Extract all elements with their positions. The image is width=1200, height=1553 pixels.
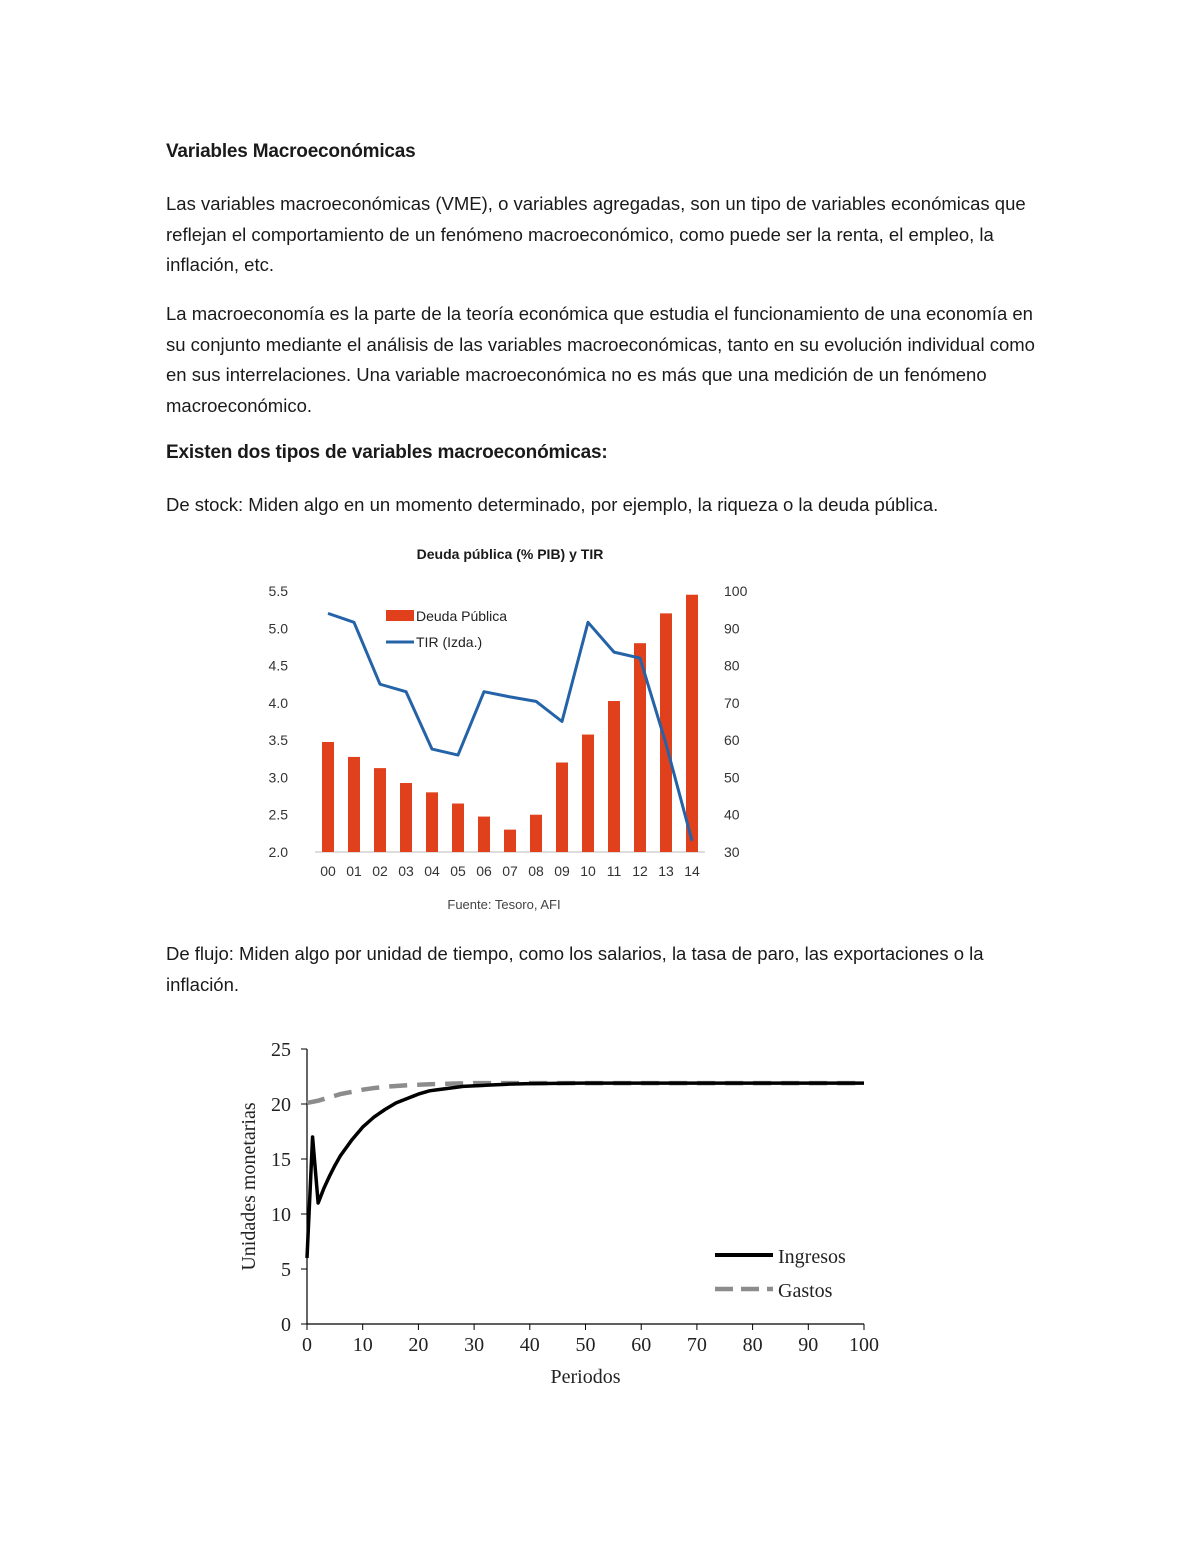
x-axis-tick-label: 30 xyxy=(464,1334,485,1356)
y-axis-tick-label: 15 xyxy=(271,1149,291,1171)
y-axis-tick-label: 20 xyxy=(271,1094,291,1116)
y-axis-tick-label: 0 xyxy=(281,1314,291,1336)
x-axis-tick-label: 07 xyxy=(502,863,518,879)
bar-deuda-publica xyxy=(504,830,516,852)
bar-deuda-publica xyxy=(582,735,594,852)
line-ingresos xyxy=(307,1083,864,1258)
bar-deuda-publica xyxy=(348,757,360,852)
right-axis-tick-label: 50 xyxy=(724,769,740,786)
bar-deuda-publica xyxy=(556,763,568,852)
paragraph-stock: De stock: Miden algo en un momento determinado, por ejemplo, la riqueza o la deuda pública. xyxy=(166,494,939,515)
bar-deuda-publica xyxy=(530,815,542,852)
x-axis-tick-label: 10 xyxy=(352,1334,373,1356)
chart-title: Deuda pública (% PIB) y TIR xyxy=(416,546,604,562)
x-axis-tick-label: 04 xyxy=(424,863,440,879)
x-axis-tick-label: 12 xyxy=(632,863,648,879)
x-axis-tick-label: 08 xyxy=(528,863,544,879)
bar-deuda-publica xyxy=(478,817,490,852)
x-axis-tick-label: 10 xyxy=(580,863,596,879)
x-axis-tick-label: 40 xyxy=(519,1334,540,1356)
x-axis-tick-label: 02 xyxy=(372,863,388,879)
legend-label-tir: TIR (Izda.) xyxy=(416,634,483,650)
line-gastos xyxy=(307,1083,864,1103)
left-axis-tick-label: 3.0 xyxy=(268,769,288,786)
bar-deuda-publica xyxy=(686,595,698,852)
y-axis-tick-label: 5 xyxy=(281,1259,291,1281)
x-axis-label: Periodos xyxy=(550,1366,621,1388)
x-axis-tick-label: 01 xyxy=(346,863,362,879)
left-axis-tick-label: 2.5 xyxy=(268,806,288,823)
left-axis-tick-label: 3.5 xyxy=(268,732,288,749)
bar-deuda-publica xyxy=(400,783,412,852)
x-axis-tick-label: 50 xyxy=(575,1334,596,1356)
left-axis-tick-label: 4.5 xyxy=(268,657,288,674)
x-axis-tick-label: 100 xyxy=(849,1334,879,1356)
right-axis-tick-label: 100 xyxy=(724,583,748,599)
y-axis-tick-label: 25 xyxy=(271,1039,291,1061)
x-axis-tick-label: 06 xyxy=(476,863,492,879)
section-subtitle: Existen dos tipos de variables macroeconómicas: xyxy=(166,442,608,463)
page-title: Variables Macroeconómicas xyxy=(166,141,416,162)
chart-source: Fuente: Tesoro, AFI xyxy=(447,897,561,912)
legend-label-gastos: Gastos xyxy=(778,1280,833,1302)
x-axis-tick-label: 00 xyxy=(320,863,336,879)
right-axis-tick-label: 90 xyxy=(724,620,740,637)
y-axis-label: Unidades monetarias xyxy=(238,1102,260,1271)
bar-deuda-publica xyxy=(322,742,334,852)
x-axis-tick-label: 80 xyxy=(742,1334,763,1356)
bar-deuda-publica xyxy=(452,804,464,852)
x-axis-tick-label: 90 xyxy=(798,1334,819,1356)
x-axis-tick-label: 03 xyxy=(398,863,414,879)
debt-tir-chart xyxy=(240,535,780,920)
x-axis-tick-label: 60 xyxy=(631,1334,652,1356)
bar-deuda-publica xyxy=(608,701,620,852)
right-axis-tick-label: 60 xyxy=(724,732,740,749)
x-axis-tick-label: 13 xyxy=(658,863,674,879)
x-axis-tick-label: 11 xyxy=(606,863,622,879)
legend-swatch-deuda xyxy=(386,610,414,621)
paragraph-flow: De flujo: Miden algo por unidad de tiempo, como los salarios, la tasa de paro, las exportaciones o la inflación. xyxy=(166,943,984,995)
bar-deuda-publica xyxy=(374,768,386,852)
legend-label-ingresos: Ingresos xyxy=(778,1246,846,1268)
x-axis-tick-label: 70 xyxy=(686,1334,707,1356)
x-axis-tick-label: 0 xyxy=(302,1334,312,1356)
paragraph-macroeconomics: La macroeconomía es la parte de la teoría económica que estudia el funcionamiento de una economía en su conjunto mediante el análisis de las variables macroeconómicas, tanto en su evolución individual como en sus interrelaciones. Una variable macroeconómica no es más que una medición de un fenómeno macroeconómico. xyxy=(166,303,1035,416)
x-axis-tick-label: 05 xyxy=(450,863,466,879)
left-axis-tick-label: 5.5 xyxy=(268,583,288,599)
right-axis-tick-label: 40 xyxy=(724,806,740,823)
left-axis-tick-label: 2.0 xyxy=(268,844,288,860)
right-axis-tick-label: 70 xyxy=(724,694,740,711)
legend-label-deuda: Deuda Pública xyxy=(416,608,508,624)
paragraph-definition: Las variables macroeconómicas (VME), o variables agregadas, son un tipo de variables económicas que reflejan el comportamiento de un fenómeno macroeconómico, como puede ser la renta, el empleo, la inflación, etc. xyxy=(166,193,1026,275)
left-axis-tick-label: 4.0 xyxy=(268,694,288,711)
bar-deuda-publica xyxy=(426,792,438,852)
x-axis-tick-label: 14 xyxy=(684,863,700,879)
right-axis-tick-label: 80 xyxy=(724,657,740,674)
income-expense-chart xyxy=(225,1030,895,1395)
right-axis-tick-label: 30 xyxy=(724,844,740,860)
x-axis-tick-label: 09 xyxy=(554,863,570,879)
y-axis-tick-label: 10 xyxy=(271,1204,291,1226)
left-axis-tick-label: 5.0 xyxy=(268,620,288,637)
x-axis-tick-label: 20 xyxy=(408,1334,429,1356)
